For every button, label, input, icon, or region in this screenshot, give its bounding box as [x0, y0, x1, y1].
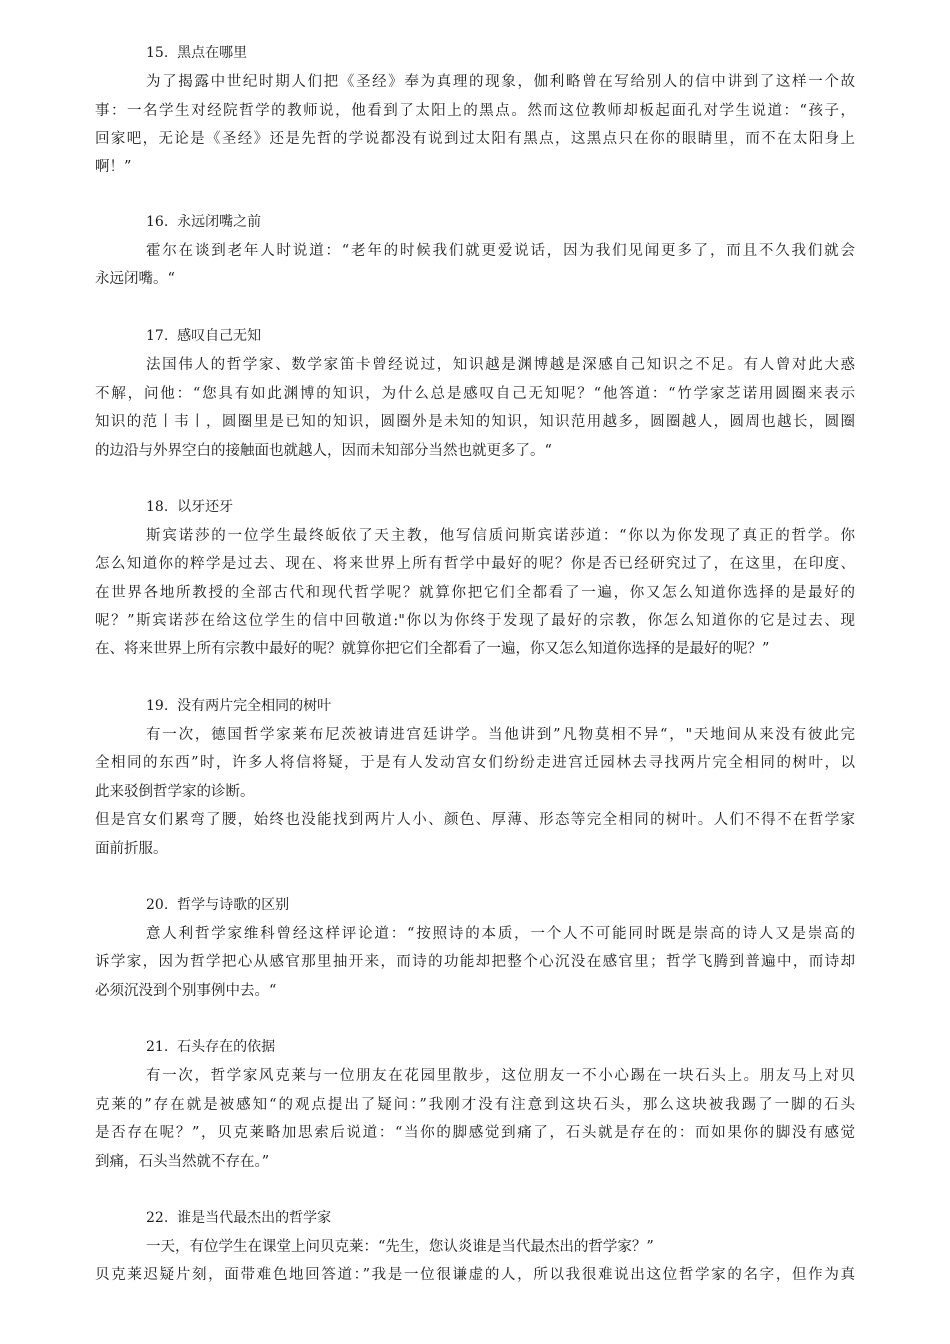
section-title: 感叹自己无知 — [177, 328, 262, 344]
section-title: 哲学与诗歌的区别 — [177, 897, 290, 913]
paragraph-line: 怎么知道你的粹学是过去、现在、将来世界上所有哲学中最好的呢？你是否已经研究过了，在这里，在印度、 — [95, 556, 855, 572]
paragraph-line: 一天，有位学生在课堂上问贝克莱：“先生，您认炎谁是当代最杰出的哲学家？” — [146, 1239, 654, 1255]
section-heading — [146, 896, 289, 914]
section-number: 18. — [146, 499, 169, 515]
paragraph-line: 全相同的东西”时，许多人将信将疑，于是有人发动宫女们纷纷走进宫迁园林去寻找两片完全相同的树叶，以 — [95, 755, 855, 771]
section-title: 谁是当代最杰出的哲学家 — [177, 1210, 332, 1226]
paragraph-line: 事：一名学生对经院哲学的教师说，他看到了太阳上的黑点。然而这位教师却板起面孔对学生说道：“孩子， — [95, 103, 855, 119]
paragraph-line: 为了揭露中世纪时期人们把《圣经》奉为真理的现象，伽利略曾在写给别人的信中讲到了这样一个故 — [146, 74, 855, 90]
paragraph-line: 诉学家，因为哲学把心从感官那里抽开来，而诗的功能却把整个心沉没在感官里；哲学飞腾到普遍中，而诗却 — [95, 954, 855, 970]
paragraph-line: 克莱的”存在就是被感知“的观点提出了疑问：”我刚才没有注意到这块石头，那么这块被我踢了一脚的石头 — [95, 1097, 855, 1113]
paragraph-line: 不解，问他：“您具有如此渊博的知识，为什么总是感叹自己无知呢？“他答道：“竹学家芝诺用圆圈来表示 — [95, 386, 855, 402]
paragraph-line: 法国伟人的哲学家、数学家笛卡曾经说过，知识越是渊博越是深感自己知识之不足。有人曾对此大惑 — [146, 357, 855, 373]
section-heading — [146, 697, 331, 715]
section-title: 永远闭嘴之前 — [177, 214, 262, 230]
paragraph-line: 到痛，石头当然就不存在。” — [95, 1154, 270, 1170]
paragraph-line: 必须沉没到个别事例中去。“ — [95, 983, 277, 999]
paragraph-line: 斯宾诺莎的一位学生最终皈依了天主教，他写信质问斯宾诺莎道：“你以为你发现了真正的哲学。你 — [146, 528, 855, 544]
section-number: 21. — [146, 1039, 169, 1055]
section-number: 20. — [146, 897, 169, 913]
section-number: 15. — [146, 45, 169, 61]
paragraph-line: 意人利哲学家维科曾经这样评论道：“按照诗的本质，一个人不可能同时既是崇高的诗人又是崇高的 — [146, 926, 855, 942]
paragraph-line: 面前折服。 — [95, 841, 168, 857]
section-heading — [146, 1209, 331, 1227]
section-number: 22. — [146, 1210, 169, 1226]
paragraph-line: 知识的范丨韦丨，圆圈里是已知的知识，圆圈外是未知的知识，知识范用越多，圆圈越人，圆周也越长，圆圈 — [95, 414, 855, 430]
section-heading — [146, 498, 233, 516]
paragraph-line: 是否存在呢？”，贝克莱略加思索后说道：“当你的脚感觉到痛了，石头就是存在的：而如果你的脚没有感觉 — [95, 1125, 855, 1141]
paragraph-line: 呢？”斯宾诺莎在给这位学生的信中回敬道:"你以为你终于发现了最好的宗教，你怎么知道你的它是过去、现 — [95, 613, 855, 629]
paragraph-line: 在世界各地所教授的全部古代和现代哲学呢？就算你把它们全都看了一遍，你又怎么知道你选择的是最好的 — [95, 585, 855, 601]
paragraph-line: 但是宫女们累弯了腰，始终也没能找到两片人小、颜色、厚薄、形态等完全相同的树叶。人们不得不在哲学家 — [95, 812, 855, 828]
section-number: 19. — [146, 698, 169, 714]
section-heading — [146, 327, 261, 345]
paragraph-line: 此来驳倒哲学家的诊断。 — [95, 784, 255, 800]
paragraph-line: 永远闭嘴。“ — [95, 271, 175, 287]
paragraph-line: 回家吧，无论是《圣经》还是先哲的学说都没有说到过太阳有黑点，这黑点只在你的眼睛里，而不在太阳身上 — [95, 131, 855, 147]
paragraph-line: 的边沿与外界空白的接触面也就越人，因而未知部分当然也就更多了。“ — [95, 443, 552, 459]
paragraph-line: 在、将来世界上所有宗教中最好的呢？就算你把它们全都看了一遍，你又怎么知道你选择的是最好的呢？” — [95, 641, 770, 657]
paragraph-line: 有一次，哲学家风克莱与一位朋友在花园里散步，这位朋友一不小心踢在一块石头上。朋友马上对贝 — [146, 1068, 855, 1084]
paragraph-line: 有一次，德国哲学家莱布尼茨被请进宫廷讲学。当他讲到”凡物莫相不异“，"天地间从来没有彼此完 — [146, 727, 855, 743]
section-number: 17. — [146, 328, 169, 344]
section-title: 黑点在哪里 — [177, 45, 248, 61]
paragraph-line: 贝克莱迟疑片刻，面带难色地回答道：”我是一位很谦虚的人，所以我很难说出这位哲学家的名字，但作为真 — [95, 1267, 855, 1283]
section-number: 16. — [146, 214, 169, 230]
section-title: 石头存在的依据 — [177, 1039, 276, 1055]
paragraph-line: 霍尔在谈到老年人时说道：“老年的时候我们就更爱说话，因为我们见闻更多了，而且不久我们就会 — [146, 243, 855, 259]
section-heading — [146, 44, 247, 62]
section-heading — [146, 213, 261, 231]
paragraph-line: 啊！” — [95, 159, 132, 175]
section-title: 没有两片完全相同的树叶 — [177, 698, 332, 714]
section-heading — [146, 1038, 275, 1056]
section-title: 以牙还牙 — [177, 499, 234, 515]
